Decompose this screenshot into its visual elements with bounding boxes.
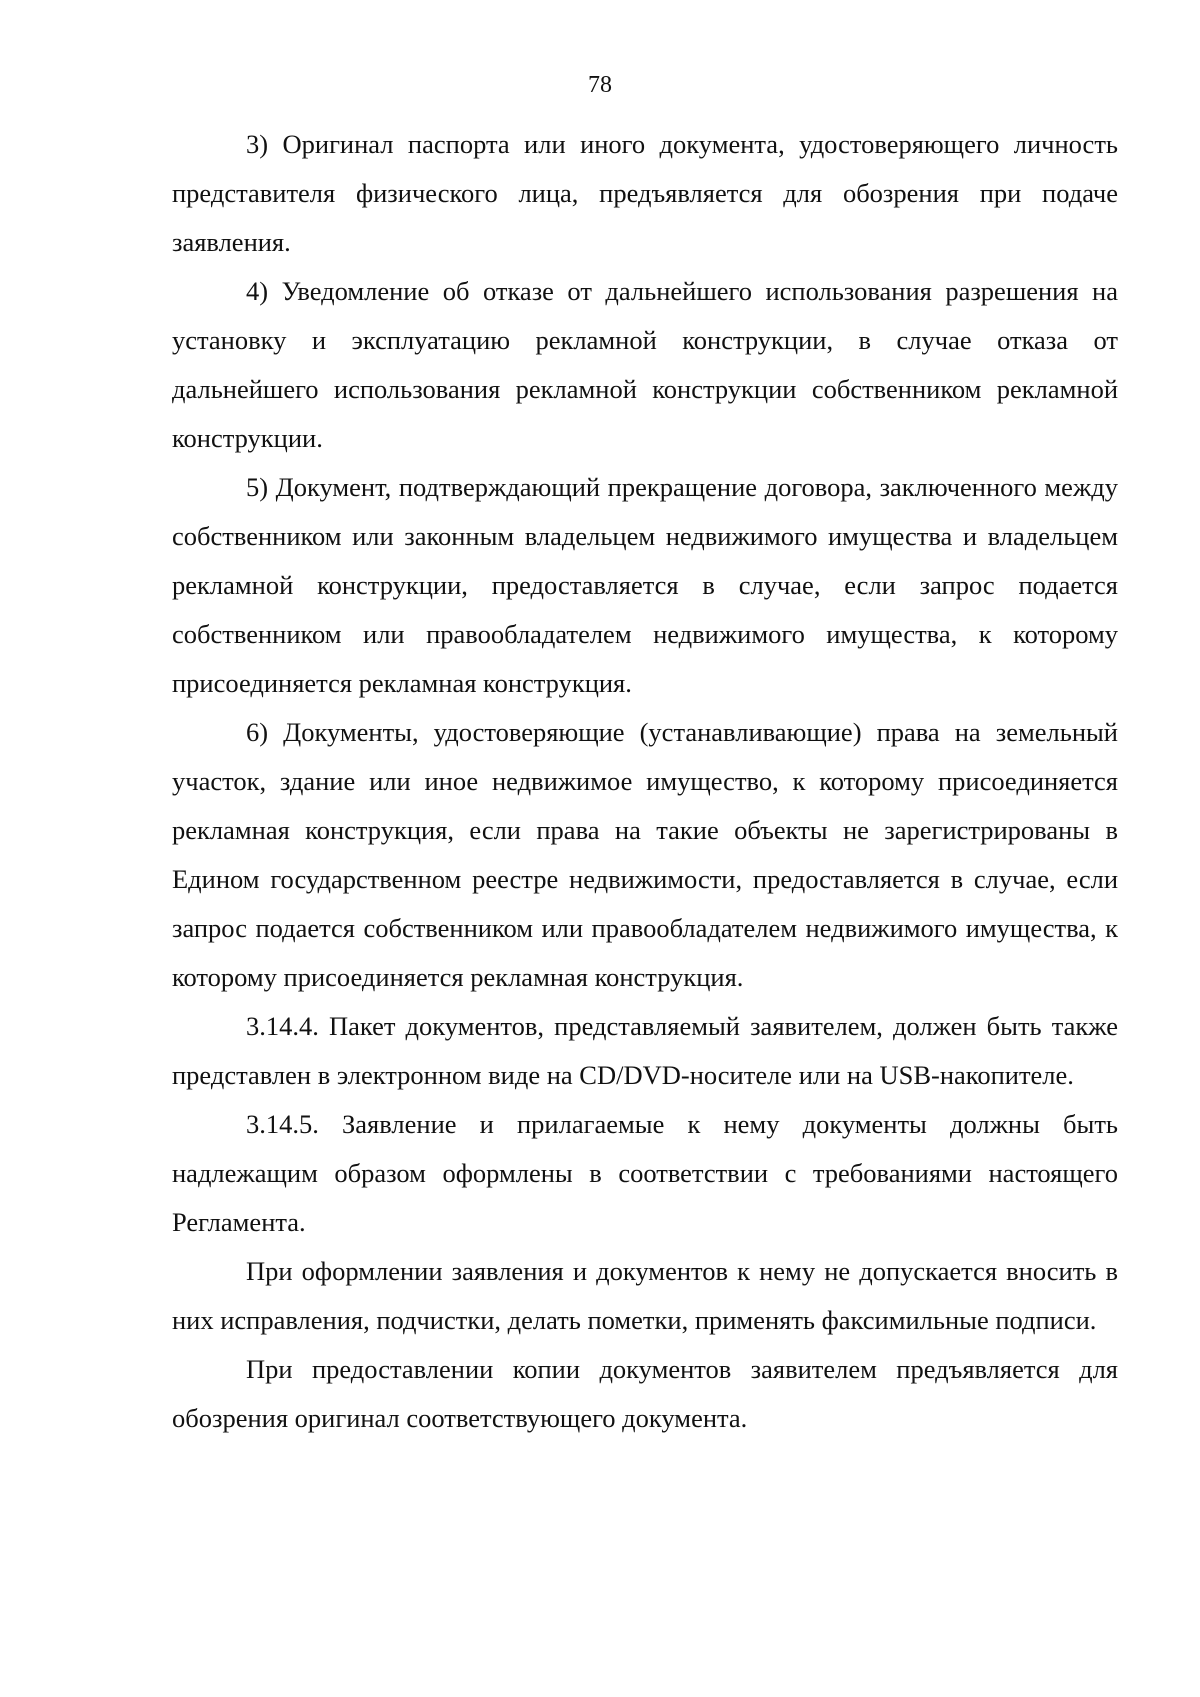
- paragraph-item-4-refusal-notice: 4) Уведомление об отказе от дальнейшего использования разрешения на установку и эксплуатацию рекламной конструкции, в случае отказа от дальнейшего использования рекламной конструкции собственником рекламной конструкции.: [172, 276, 1118, 453]
- paragraph-item-3-passport: 3) Оригинал паспорта или иного документа, удостоверяющего личность представителя физического лица, предъявляется для обозрения при подаче заявления.: [172, 129, 1118, 257]
- paragraph-no-corrections: При оформлении заявления и документов к нему не допускается вносить в них исправления, подчистки, делать пометки, применять факсимильные подписи.: [172, 1256, 1118, 1335]
- document-body: [172, 120, 1118, 1443]
- paragraph-item-5-contract-termination: 5) Документ, подтверждающий прекращение договора, заключенного между собственником или законным владельцем недвижимого имущества и владельцем рекламной конструкции, предоставляется в случае, если запрос подается собственником или правообладателем недвижимого имущества, к которому присоединяется рекламная конструкция.: [172, 472, 1118, 698]
- paragraph-copies-originals: При предоставлении копии документов заявителем предъявляется для обозрения оригинал соответствующего документа.: [172, 1354, 1118, 1433]
- paragraph-3-14-4: 3.14.4. Пакет документов, представляемый заявителем, должен быть также представлен в электронном виде на CD/DVD-носителе или на USB-накопителе.: [172, 1011, 1118, 1090]
- paragraph-item-6-title-documents: 6) Документы, удостоверяющие (устанавливающие) права на земельный участок, здание или иное недвижимое имущество, к которому присоединяется рекламная конструкция, если права на такие объекты не зарегистрированы в Едином государственном реестре недвижимости, предоставляется в случае, если запрос подается собственником или правообладателем недвижимого имущества, к которому присоединяется рекламная конструкция.: [172, 717, 1118, 992]
- page-number: 78: [588, 72, 612, 98]
- paragraph-3-14-5: 3.14.5. Заявление и прилагаемые к нему документы должны быть надлежащим образом оформлены в соответствии с требованиями настоящего Регламента.: [172, 1109, 1118, 1237]
